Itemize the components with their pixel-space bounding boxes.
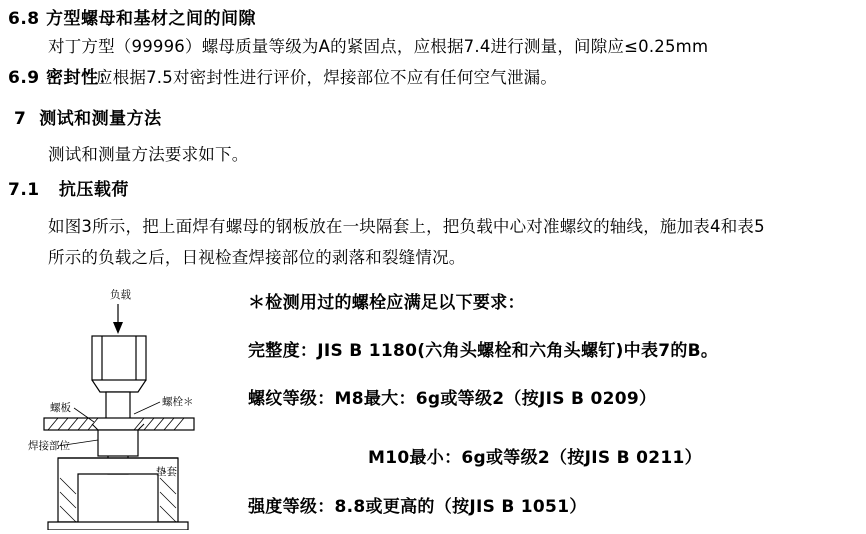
figure-compression-test <box>14 282 234 530</box>
section-number-6-9: 6.9 <box>8 68 40 88</box>
section-body-7-1-line1: 如图3所示，把上面焊有螺母的钢板放在一块隔套上，把负载中心对准螺纹的轴线，施加表4和表5 <box>48 217 765 236</box>
spec-requirements-intro: ＊检测用过的螺栓应满足以下要求： <box>248 293 525 313</box>
section-body-6-8: 对丁方型（99996）螺母质量等级为A的紧固点，应根据7.4进行测量，间隙应≤0.25mm <box>48 37 709 56</box>
figure-label-plate: 螺板 <box>50 402 71 414</box>
spec-completeness: 完整度：JIS B 1180(六角头螺栓和六角头螺钉)中表7的B。 <box>248 341 719 361</box>
spec-thread-grade-m8: 螺纹等级：M8最大：6g或等级2（按JIS B 0209） <box>248 389 657 409</box>
section-number-7: 7 <box>14 109 27 129</box>
figure-label-load: 负载 <box>110 289 131 301</box>
section-number-6-8: 6.8 <box>8 9 40 29</box>
section-body-7-1-line2: 所示的负载之后，日视检查焊接部位的剥落和裂缝情况。 <box>48 248 466 267</box>
section-body-7: 测试和测量方法要求如下。 <box>48 145 249 164</box>
section-title-6-9: 密封性： <box>46 68 117 88</box>
spec-strength-grade: 强度等级：8.8或更高的（按JIS B 1051） <box>248 497 587 517</box>
section-heading-7 <box>14 104 162 129</box>
section-title-7: 测试和测量方法 <box>39 109 162 129</box>
section-heading-7-1 <box>8 175 129 200</box>
section-title-7-1: 抗压载荷 <box>58 180 129 200</box>
figure-label-base: 垫套 <box>156 466 177 478</box>
spec-thread-grade-m10: M10最小：6g或等级2（按JIS B 0211） <box>368 448 702 468</box>
figure-drawing <box>14 282 234 530</box>
section-body-6-9: 应根据7.5对密封性进行评价，焊接部位不应有任何空气泄漏。 <box>96 68 558 87</box>
section-number-7-1: 7.1 <box>8 180 40 200</box>
figure-label-bolt: 螺栓＊ <box>162 396 194 408</box>
figure-label-weld: 焊接部位 <box>28 440 70 452</box>
section-title-6-8: 方型螺母和基材之间的间隙 <box>46 9 257 29</box>
section-heading-6-8 <box>8 4 256 29</box>
